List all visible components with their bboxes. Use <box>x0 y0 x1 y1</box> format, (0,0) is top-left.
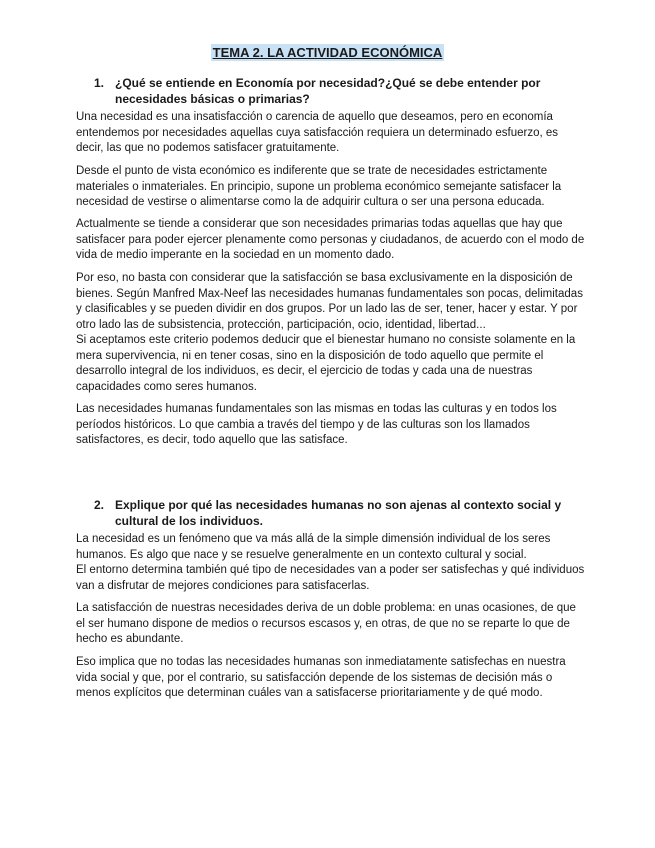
q1-paragraph-2: Desde el punto de vista económico es indiferente que se trate de necesidades estrictamente materiales o inmateriales. En principio, supone un problema económico semejante satisfacer la necesidad de vestirse o alimentarse como la de adquirir cultura o ser una persona educada. <box>76 165 562 209</box>
document-title: TEMA 2. LA ACTIVIDAD ECONÓMICA <box>212 45 443 60</box>
question-2-number: 2. <box>94 498 105 512</box>
q1-paragraph-1: Una necesidad es una insatisfacción o carencia de aquello que deseamos, pero en economía entendemos por necesidades aquellas cuya satisfacción requiera un determinado esfuerzo, es decir, las que no podemos satisfacer gratuitamente. <box>76 111 559 155</box>
q2-paragraph-2: El entorno determina también qué tipo de necesidades van a poder ser satisfechas y qué individuos van a disfrutar de mejores condiciones para satisfacerlas. <box>76 564 585 592</box>
title-container <box>0 44 655 62</box>
question-2-text: Explique por qué las necesidades humanas no son ajenas al contexto social y cultural de los individuos. <box>115 498 562 528</box>
question-1-number: 1. <box>94 76 105 90</box>
q1-paragraph-3: Actualmente se tiende a considerar que son necesidades primarias todas aquellas que hay que satisfacer para poder ejercer plenamente como personas y ciudadanos, de acuerdo con el modo de vida de medio imperante en la sociedad en un momento dado. <box>76 218 585 262</box>
q1-paragraph-4: Por eso, no basta con considerar que la satisfacción se basa exclusivamente en la disposición de bienes. Según Manfred Max-Neef las necesidades humanas fundamentales son pocas, delimitadas y clasificables y se pueden dividir en dos grupos. Por un lado las de ser, tener, hacer y estar. Y por otro lado las de subsistencia, protección, participación, ocio, identidad, libertad... <box>76 272 583 331</box>
q2-paragraph-1: La necesidad es un fenómeno que va más allá de la simple dimensión individual de los seres humanos. Es algo que nace y se resuelve generalmente en un contexto cultural y social. <box>76 533 551 561</box>
q2-paragraph-3: La satisfacción de nuestras necesidades deriva de un doble problema: en unas ocasiones, de que el ser humano dispone de medios o recursos escasos y, en otras, de que no se reparte lo que de hecho es abundante. <box>76 602 576 646</box>
q1-paragraph-5: Si aceptamos este criterio podemos deducir que el bienestar humano no consiste solamente en la mera supervivencia, ni en tener cosas, sino en la disposición de todo aquello que permite el desarrollo integral de los individuos, es decir, el ejercicio de todas y cada una de nuestras capacidades como seres humanos. <box>76 334 576 393</box>
q2-paragraph-4: Eso implica que no todas las necesidades humanas son inmediatamente satisfechas en nuestra vida social y que, por el contrario, su satisfacción depende de los sistemas de decisión más o menos explícitos que determinan cuáles van a satisfacerse prioritariamente y de qué modo. <box>76 656 566 700</box>
question-2 <box>94 497 574 529</box>
q1-paragraph-6: Las necesidades humanas fundamentales son las mismas en todas las culturas y en todos los períodos históricos. Lo que cambia a través del tiempo y de las culturas son los llamados satisfactores, es decir, todo aquello que las satisface. <box>76 403 557 447</box>
question-1-text: ¿Qué se entiende en Economía por necesidad?¿Qué se debe entender por necesidades básicas o primarias? <box>115 76 541 106</box>
question-1 <box>94 75 574 107</box>
